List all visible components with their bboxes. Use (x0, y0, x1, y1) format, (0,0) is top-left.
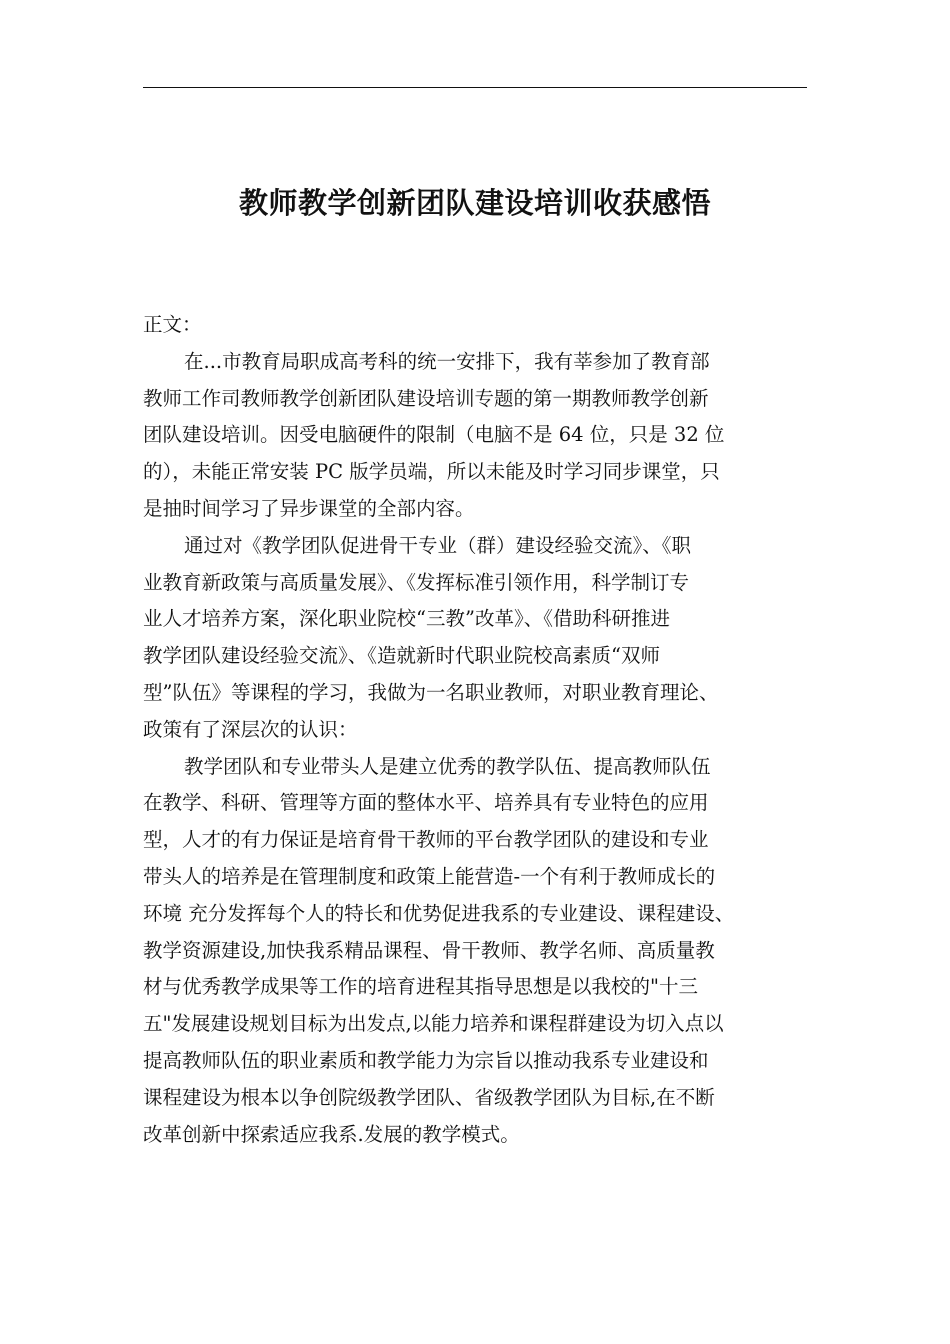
paragraph-line: 型，人才的有力保证是培育骨干教师的平台教学团队的建设和专业 (143, 828, 709, 852)
paragraph-line: 团队建设培训。因受电脑硬件的限制（电脑不是 64 位，只是 32 位 (143, 423, 725, 447)
paragraph-2 (143, 528, 815, 749)
paragraph-line: 的），未能正常安装 PC 版学员端，所以未能及时学习同步课堂，只 (143, 460, 720, 484)
paragraph-line: 业教育新政策与高质量发展》、《发挥标准引领作用，科学制订专 (143, 570, 690, 594)
paragraph-line: 环境 充分发挥每个人的特长和优势促进我系的专业建设、课程建设、 (143, 901, 735, 925)
paragraph-line: 教学资源建设,加快我系精品课程、骨干教师、教学名师、高质量教 (143, 938, 715, 962)
header-rule (143, 87, 807, 88)
paragraph-1 (143, 344, 815, 528)
paragraph-line: 材与优秀教学成果等工作的培育进程其指导思想是以我校的"十三 (143, 975, 698, 999)
paragraph-line: 教师工作司教师教学创新团队建设培训专题的第一期教师教学创新 (143, 386, 709, 410)
paragraph-line: 改革创新中探索适应我系.发展的教学模式。 (143, 1122, 520, 1146)
paragraph-line: 型”队伍》等课程的学习，我做为一名职业教师，对职业教育理论、 (143, 680, 719, 704)
paragraph-line: 是抽时间学习了异步课堂的全部内容。 (143, 496, 475, 520)
paragraph-line: 政策有了深层次的认识： (143, 717, 358, 741)
paragraph-line: 在...市教育局职成高考科的统一安排下，我有莘参加了教育部 (184, 349, 710, 373)
paragraph-line: 五"发展建设规划目标为出发点,以能力培养和课程群建设为切入点以 (143, 1012, 724, 1036)
body-label: 正文： (143, 313, 202, 336)
paragraph-line: 带头人的培养是在管理制度和政策上能营造-一个有利于教师成长的 (143, 864, 716, 888)
paragraph-line: 提高教师队伍的职业素质和教学能力为宗旨以推动我系专业建设和 (143, 1048, 709, 1072)
paragraph-line: 在教学、科研、管理等方面的整体水平、培养具有专业特色的应用 (143, 791, 709, 815)
paragraph-line: 通过对《教学团队促进骨干专业（群）建设经验交流》、《职 (184, 533, 692, 557)
paragraph-line: 教学团队和专业带头人是建立优秀的教学队伍、提高教师队伍 (184, 754, 711, 778)
paragraph-line: 课程建设为根本以争创院级教学团队、省级教学团队为目标,在不断 (143, 1085, 715, 1109)
paragraph-3 (143, 749, 815, 1154)
paragraph-line: 业人才培养方案，深化职业院校“三教”改革》、《借助科研推进 (143, 607, 670, 631)
document-body (143, 307, 815, 1153)
document-title: 教师教学创新团队建设培训收获感悟 (238, 186, 711, 220)
paragraph-line: 教学团队建设经验交流》、《造就新时代职业院校高素质“双师 (143, 644, 660, 668)
